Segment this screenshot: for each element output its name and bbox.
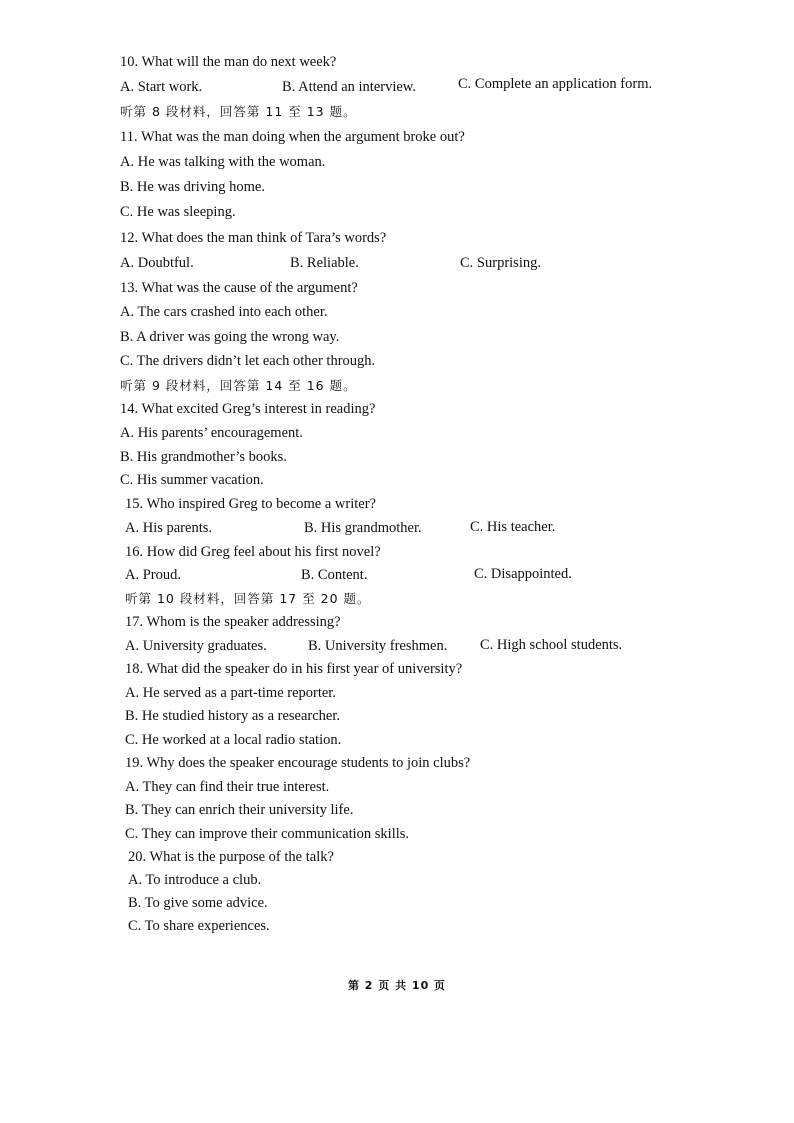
options-q16 — [0, 566, 794, 584]
option-b: B. Reliable. — [290, 255, 359, 271]
option-a: A. University graduates. — [125, 638, 267, 654]
option-c: C. Surprising. — [460, 255, 541, 271]
option-a: A. Start work. — [120, 79, 203, 95]
page-number: 第 2 页 共 10 页 — [347, 979, 447, 992]
option-b: B. Attend an interview. — [282, 79, 416, 95]
question-10: 10. What will the man do next week? — [120, 54, 337, 70]
option-c: C. He was sleeping. — [120, 204, 236, 220]
option-b: B. His grandmother’s books. — [120, 449, 287, 465]
option-a: A. Doubtful. — [120, 255, 194, 271]
option-c: C. High school students. — [480, 637, 623, 653]
option-b: B. His grandmother. — [304, 520, 422, 536]
question-13: 13. What was the cause of the argument? — [120, 280, 358, 296]
question-17: 17. Whom is the speaker addressing? — [125, 614, 341, 630]
question-16: 16. How did Greg feel about his first novel? — [125, 544, 381, 560]
option-c: C. To share experiences. — [128, 918, 270, 934]
option-a: A. They can find their true interest. — [125, 779, 330, 795]
option-a: A. He was talking with the woman. — [120, 154, 326, 170]
option-c: C. The drivers didn’t let each other through. — [120, 353, 376, 369]
option-b: B. They can enrich their university life. — [125, 802, 354, 818]
option-c: C. They can improve their communication skills. — [125, 826, 410, 842]
question-15: 15. Who inspired Greg to become a writer? — [125, 496, 376, 512]
question-18: 18. What did the speaker do in his first year of university? — [125, 661, 463, 677]
option-b: B. A driver was going the wrong way. — [120, 329, 340, 345]
option-a: A. His parents. — [125, 520, 212, 536]
question-11: 11. What was the man doing when the argument broke out? — [120, 129, 465, 145]
option-a: A. He served as a part-time reporter. — [125, 685, 336, 701]
section-heading: 听第 10 段材料，回答第 17 至 20 题。 — [125, 591, 371, 606]
option-c: C. Disappointed. — [474, 566, 572, 582]
options-q17 — [0, 637, 794, 655]
option-c: C. Complete an application form. — [458, 76, 653, 92]
section-heading: 听第 8 段材料，回答第 11 至 13 题。 — [120, 104, 357, 119]
question-12: 12. What does the man think of Tara’s words? — [120, 230, 387, 246]
option-a: A. The cars crashed into each other. — [120, 304, 328, 320]
option-a: A. Proud. — [125, 567, 181, 583]
option-c: C. His teacher. — [470, 519, 556, 535]
options-q10 — [0, 78, 794, 96]
option-a: A. To introduce a club. — [128, 872, 262, 888]
option-a: A. His parents’ encouragement. — [120, 425, 303, 441]
question-14: 14. What excited Greg’s interest in reading? — [120, 401, 376, 417]
option-c: C. He worked at a local radio station. — [125, 732, 342, 748]
section-heading: 听第 9 段材料，回答第 14 至 16 题。 — [120, 378, 357, 393]
option-b: B. He was driving home. — [120, 179, 265, 195]
option-b: B. He studied history as a researcher. — [125, 708, 341, 724]
option-b: B. To give some advice. — [128, 895, 268, 911]
options-q12 — [0, 254, 794, 272]
options-q15 — [0, 519, 794, 537]
question-20: 20. What is the purpose of the talk? — [128, 849, 334, 865]
option-c: C. His summer vacation. — [120, 472, 264, 488]
option-b: B. University freshmen. — [308, 638, 448, 654]
question-19: 19. Why does the speaker encourage students to join clubs? — [125, 755, 471, 771]
option-b: B. Content. — [301, 567, 368, 583]
